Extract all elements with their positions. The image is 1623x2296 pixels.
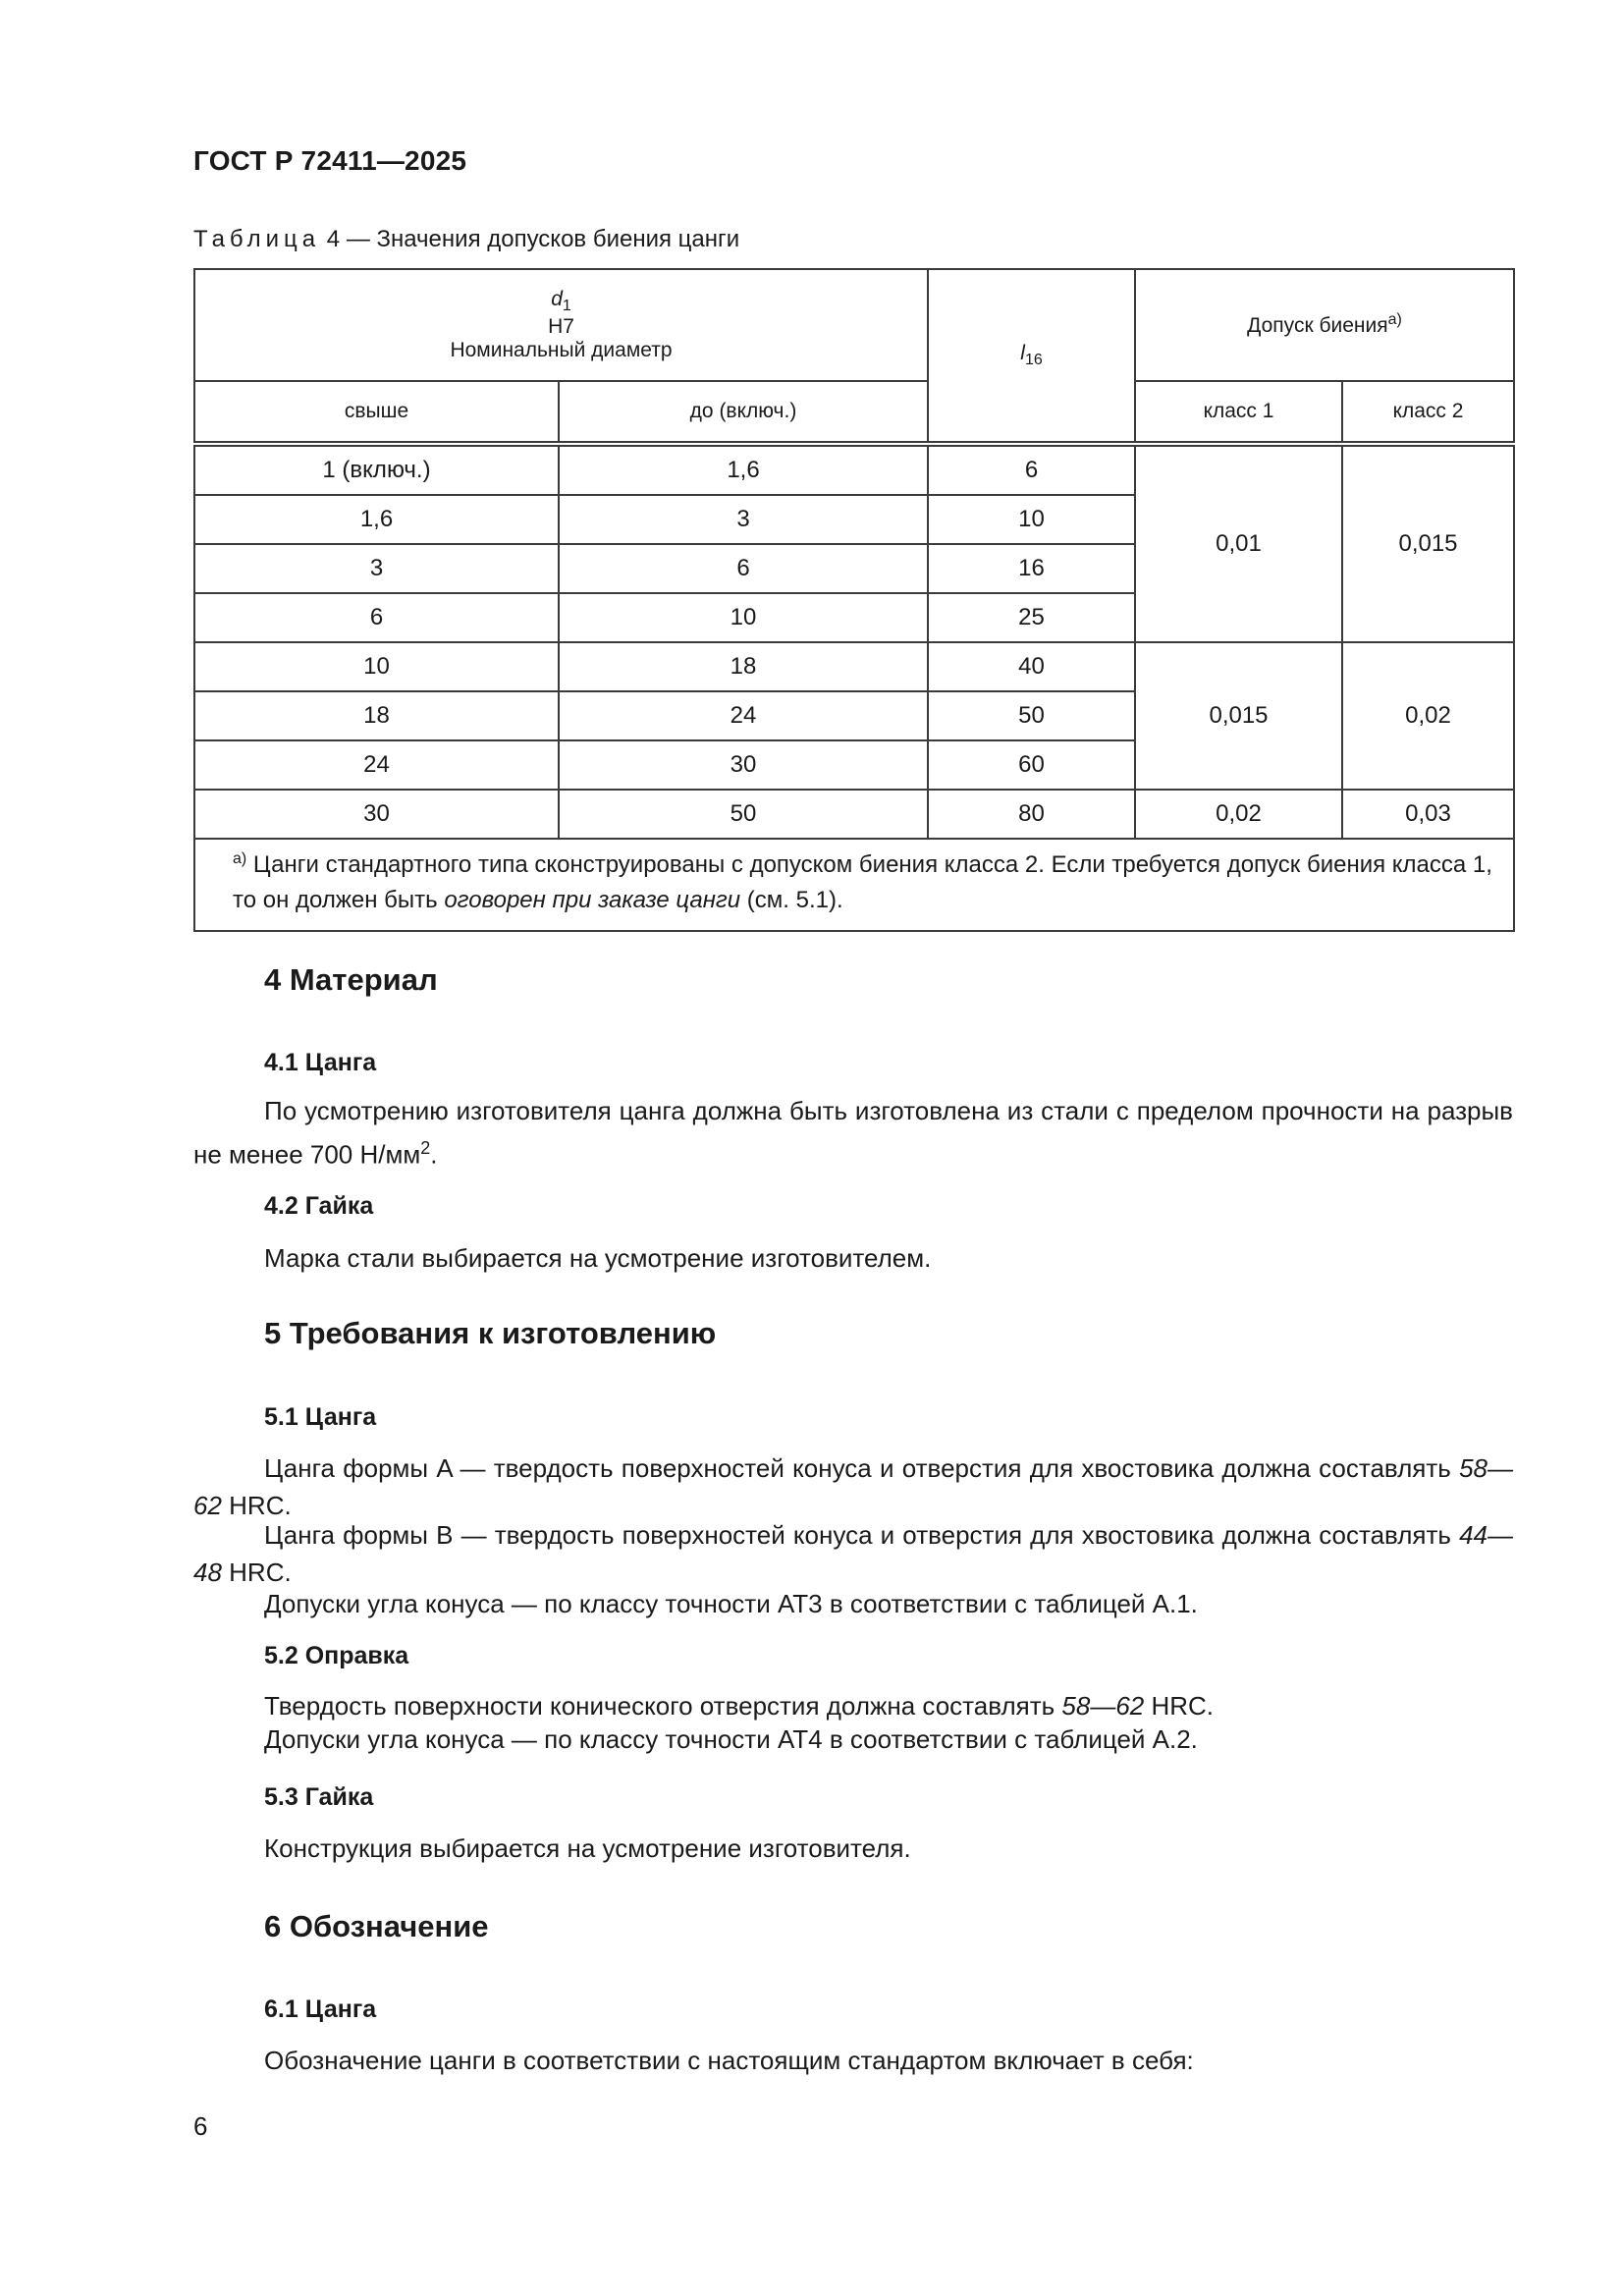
head-over: свыше xyxy=(194,381,559,444)
section-5-1-para-1 xyxy=(193,1449,1513,1524)
head-runout-tolerance xyxy=(1135,269,1514,381)
cell-over: 18 xyxy=(194,691,559,740)
head-nominal-diameter xyxy=(194,269,928,381)
unit-superscript: 2 xyxy=(420,1138,431,1158)
section-5-2-para-2: Допуски угла конуса — по классу точности АТ4 в соответствии с таблицей А.2. xyxy=(264,1724,1198,1754)
cell-upto: 30 xyxy=(559,740,928,790)
cell-over: 24 xyxy=(194,740,559,790)
cell-l16: 16 xyxy=(928,544,1135,593)
section-5-1-para-3: Допуски угла конуса — по классу точности АТ3 в соответствии с таблицей А.1. xyxy=(264,1589,1198,1618)
cell-upto: 24 xyxy=(559,691,928,740)
table-head-row-1 xyxy=(194,269,1514,381)
section-5-2-heading: 5.2 Оправка xyxy=(264,1642,409,1669)
table-caption-text: — Значения допусков биения цанги xyxy=(346,226,740,252)
table-caption-word: Таблица xyxy=(193,226,321,252)
section-5-heading: 5 Требования к изготовлению xyxy=(264,1316,717,1350)
section-5-1-para-2 xyxy=(193,1516,1513,1591)
hardness-value: 44—48 xyxy=(193,1520,1513,1587)
section-6-1-heading: 6.1 Цанга xyxy=(264,1995,377,2023)
cell-l16: 50 xyxy=(928,691,1135,740)
tol-footnote-mark: a) xyxy=(1387,311,1402,329)
section-4-1-heading: 4.1 Цанга xyxy=(264,1049,377,1076)
cell-l16: 40 xyxy=(928,642,1135,691)
cell-over: 1 (включ.) xyxy=(194,444,559,495)
cell-l16: 80 xyxy=(928,790,1135,839)
section-5-3-heading: 5.3 Гайка xyxy=(264,1783,374,1811)
section-4-1-end: . xyxy=(430,1139,438,1170)
table-footnote-row xyxy=(194,839,1514,931)
cell-upto: 3 xyxy=(559,495,928,544)
cell-class-1: 0,02 xyxy=(1135,790,1342,839)
cell-class-2: 0,02 xyxy=(1342,642,1514,790)
cell-upto: 18 xyxy=(559,642,928,691)
cell-upto: 10 xyxy=(559,593,928,642)
cell-over: 1,6 xyxy=(194,495,559,544)
footnote-mark: a) xyxy=(233,850,247,867)
runout-tolerance-table xyxy=(193,268,1515,932)
table-row xyxy=(194,444,1514,495)
d-symbol: d xyxy=(551,287,563,310)
footnote-italic-text: оговорен при заказе цанги xyxy=(444,887,741,913)
head-class-2: класс 2 xyxy=(1342,381,1514,444)
cell-upto: 1,6 xyxy=(559,444,928,495)
cell-l16: 60 xyxy=(928,740,1135,790)
section-5-2-para-1 xyxy=(264,1691,1214,1722)
head-upto: до (включ.) xyxy=(559,381,928,444)
table-row xyxy=(194,790,1514,839)
section-5-3-text: Конструкция выбирается на усмотрение изготовителя. xyxy=(264,1833,911,1863)
para-text: Твердость поверхности конического отверстия должна составлять xyxy=(264,1691,1062,1721)
page-number: 6 xyxy=(193,2111,208,2141)
table-footnote xyxy=(194,839,1514,931)
cell-over: 10 xyxy=(194,642,559,691)
section-6-1-text: Обозначение цанги в соответствии с настоящим стандартом включает в себя: xyxy=(264,2046,1194,2075)
cell-class-1: 0,015 xyxy=(1135,642,1342,790)
footnote-text: Цанги стандартного типа сконструированы с допуском биения класса 2. Если требуется допуск биения класса 1, то он должен быть xyxy=(233,851,1492,913)
cell-class-2: 0,015 xyxy=(1342,444,1514,642)
hardness-unit: HRC. xyxy=(221,1558,292,1587)
section-4-1-body: По усмотрению изготовителя цанга должна быть изготовлена из стали с пределом прочности на разрыв не менее 700 Н/мм xyxy=(193,1096,1513,1170)
cell-upto: 50 xyxy=(559,790,928,839)
section-4-heading: 4 Материал xyxy=(264,962,438,997)
section-4-1-text xyxy=(193,1092,1513,1174)
l-subscript: 16 xyxy=(1024,351,1043,368)
d-label: Номинальный диаметр xyxy=(450,339,673,362)
d-subscript: 1 xyxy=(562,297,571,314)
d-fit: H7 xyxy=(548,315,574,339)
cell-l16: 25 xyxy=(928,593,1135,642)
hardness-value: 58—62 xyxy=(1061,1691,1145,1721)
footnote-text-end: (см. 5.1). xyxy=(740,887,843,913)
cell-class-1: 0,01 xyxy=(1135,444,1342,642)
tol-label: Допуск биения xyxy=(1247,314,1388,338)
head-l16 xyxy=(928,269,1135,444)
l-symbol: l xyxy=(1020,341,1025,364)
section-4-2-text: Марка стали выбирается на усмотрение изготовителем. xyxy=(264,1243,932,1273)
cell-over: 6 xyxy=(194,593,559,642)
table-row xyxy=(194,642,1514,691)
cell-over: 30 xyxy=(194,790,559,839)
table-caption xyxy=(193,226,739,253)
table-caption-number: 4 xyxy=(326,226,341,252)
hardness-unit: HRC. xyxy=(1144,1691,1215,1721)
cell-upto: 6 xyxy=(559,544,928,593)
cell-l16: 10 xyxy=(928,495,1135,544)
section-6-heading: 6 Обозначение xyxy=(264,1909,489,1943)
section-4-2-heading: 4.2 Гайка xyxy=(264,1192,374,1220)
table-head-row-2 xyxy=(194,381,1514,444)
section-5-1-heading: 5.1 Цанга xyxy=(264,1403,377,1431)
cell-l16: 6 xyxy=(928,444,1135,495)
cell-class-2: 0,03 xyxy=(1342,790,1514,839)
hardness-unit: HRC. xyxy=(221,1491,292,1520)
document-code: ГОСТ Р 72411—2025 xyxy=(193,145,467,176)
cell-over: 3 xyxy=(194,544,559,593)
para-text: Цанга формы A — твердость поверхностей конуса и отверстия для хвостовика должна составлять xyxy=(264,1453,1460,1483)
head-class-1: класс 1 xyxy=(1135,381,1342,444)
para-text: Цанга формы B — твердость поверхностей конуса и отверстия для хвостовика должна составлять xyxy=(264,1520,1460,1550)
hardness-value: 58—62 xyxy=(193,1453,1513,1520)
